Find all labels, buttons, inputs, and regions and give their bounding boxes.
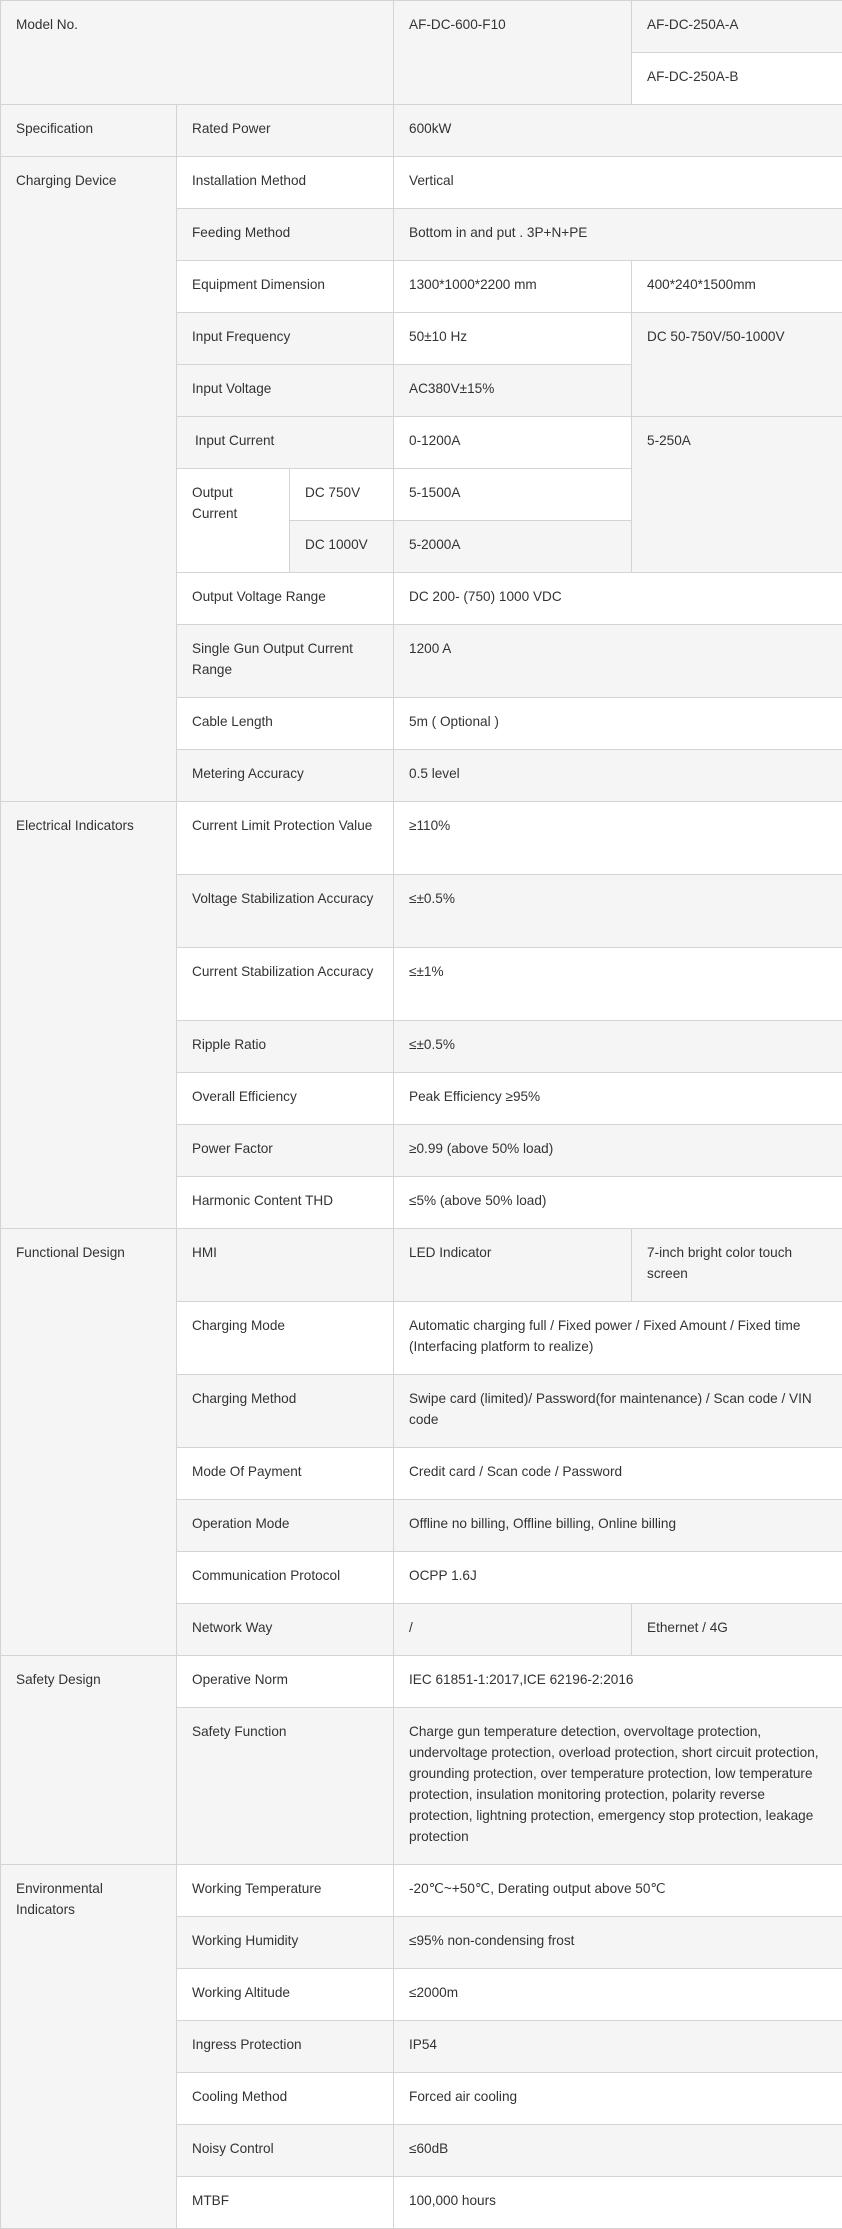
humidity-value: ≤95% non-condensing frost bbox=[394, 1917, 842, 1969]
humidity-label: Working Humidity bbox=[177, 1917, 394, 1969]
cable-value: 5m ( Optional ) bbox=[394, 698, 842, 750]
hmi-value-alt: 7-inch bright color touch screen bbox=[632, 1229, 842, 1302]
safety-function-value: Charge gun temperature detection, overvoltage protection, undervoltage protection, overload protection, short circuit protection, grounding protection, over temperature protection, low temperature protection, insulation monitoring protection, polarity reverse protection, lightning protection, emergency stop protection, leakage protection bbox=[394, 1708, 842, 1865]
ingress-value: IP54 bbox=[394, 2021, 842, 2073]
gun-value: 1200 A bbox=[394, 625, 842, 698]
metering-value: 0.5 level bbox=[394, 750, 842, 802]
dc1000-value: 5-2000A bbox=[394, 521, 632, 573]
operation-label: Operation Mode bbox=[177, 1500, 394, 1552]
limit-value: ≥110% bbox=[394, 802, 842, 875]
spec-label: Specification bbox=[1, 105, 177, 157]
cstab-label: Current Stabilization Accuracy bbox=[177, 948, 394, 1021]
install-value: Vertical bbox=[394, 157, 842, 209]
mtbf-label: MTBF bbox=[177, 2177, 394, 2229]
current-value: 0-1200A bbox=[394, 417, 632, 469]
pf-value: ≥0.99 (above 50% load) bbox=[394, 1125, 842, 1177]
norm-value: IEC 61851-1:2017,ICE 62196-2:2016 bbox=[394, 1656, 842, 1708]
altitude-label: Working Altitude bbox=[177, 1969, 394, 2021]
hmi-row bbox=[1, 1229, 842, 1302]
vstab-value: ≤±0.5% bbox=[394, 875, 842, 948]
install-row bbox=[1, 157, 842, 209]
cooling-value: Forced air cooling bbox=[394, 2073, 842, 2125]
out-voltage-value: DC 200- (750) 1000 VDC bbox=[394, 573, 842, 625]
temperature-value: -20℃~+50℃, Derating output above 50℃ bbox=[394, 1865, 842, 1917]
payment-label: Mode Of Payment bbox=[177, 1448, 394, 1500]
noise-label: Noisy Control bbox=[177, 2125, 394, 2177]
norm-row bbox=[1, 1656, 842, 1708]
norm-label: Operative Norm bbox=[177, 1656, 394, 1708]
cable-label: Cable Length bbox=[177, 698, 394, 750]
thd-value: ≤5% (above 50% load) bbox=[394, 1177, 842, 1229]
dimension-value: 1300*1000*2200 mm bbox=[394, 261, 632, 313]
operation-value: Offline no billing, Offline billing, Online billing bbox=[394, 1500, 842, 1552]
pf-label: Power Factor bbox=[177, 1125, 394, 1177]
frequency-value-alt: DC 50-750V/50-1000V bbox=[632, 313, 842, 417]
voltage-value: AC380V±15% bbox=[394, 365, 632, 417]
payment-value: Credit card / Scan code / Password bbox=[394, 1448, 842, 1500]
model-main: AF-DC-600-F10 bbox=[394, 1, 632, 105]
limit-label: Current Limit Protection Value bbox=[177, 802, 394, 875]
current-value-alt: 5-250A bbox=[632, 417, 842, 573]
hmi-label: HMI bbox=[177, 1229, 394, 1302]
charging-mode-value: Automatic charging full / Fixed power / Fixed Amount / Fixed time (Interfacing platform to realize) bbox=[394, 1302, 842, 1375]
vstab-label: Voltage Stabilization Accuracy bbox=[177, 875, 394, 948]
hmi-value: LED Indicator bbox=[394, 1229, 632, 1302]
temperature-row bbox=[1, 1865, 842, 1917]
network-value-alt: Ethernet / 4G bbox=[632, 1604, 842, 1656]
cstab-value: ≤±1% bbox=[394, 948, 842, 1021]
current-label: Input Current bbox=[177, 417, 394, 469]
model-label: Model No. bbox=[1, 1, 394, 105]
category-safety-design: Safety Design bbox=[1, 1656, 177, 1865]
gun-label: Single Gun Output Current Range bbox=[177, 625, 394, 698]
feeding-value: Bottom in and put . 3P+N+PE bbox=[394, 209, 842, 261]
category-environmental-indicators: Environmental Indicators bbox=[1, 1865, 177, 2229]
category-charging-device: Charging Device bbox=[1, 157, 177, 802]
model-b: AF-DC-250A-B bbox=[632, 53, 842, 105]
specification-row bbox=[1, 105, 842, 157]
cooling-label: Cooling Method bbox=[177, 2073, 394, 2125]
network-label: Network Way bbox=[177, 1604, 394, 1656]
temperature-label: Working Temperature bbox=[177, 1865, 394, 1917]
metering-label: Metering Accuracy bbox=[177, 750, 394, 802]
output-current-label: Output Current bbox=[177, 469, 290, 573]
rated-power-value: 600kW bbox=[394, 105, 842, 157]
charging-method-label: Charging Method bbox=[177, 1375, 394, 1448]
charging-method-value: Swipe card (limited)/ Password(for maintenance) / Scan code / VIN code bbox=[394, 1375, 842, 1448]
dc750-label: DC 750V bbox=[290, 469, 394, 521]
dc750-value: 5-1500A bbox=[394, 469, 632, 521]
ripple-value: ≤±0.5% bbox=[394, 1021, 842, 1073]
network-value: / bbox=[394, 1604, 632, 1656]
model-row bbox=[1, 1, 842, 53]
voltage-label: Input Voltage bbox=[177, 365, 394, 417]
ripple-label: Ripple Ratio bbox=[177, 1021, 394, 1073]
frequency-label: Input Frequency bbox=[177, 313, 394, 365]
efficiency-value: Peak Efficiency ≥95% bbox=[394, 1073, 842, 1125]
charging-mode-label: Charging Mode bbox=[177, 1302, 394, 1375]
mtbf-value: 100,000 hours bbox=[394, 2177, 842, 2229]
noise-value: ≤60dB bbox=[394, 2125, 842, 2177]
category-functional-design: Functional Design bbox=[1, 1229, 177, 1656]
safety-function-label: Safety Function bbox=[177, 1708, 394, 1865]
out-voltage-label: Output Voltage Range bbox=[177, 573, 394, 625]
rated-power-label: Rated Power bbox=[177, 105, 394, 157]
dimension-value-alt: 400*240*1500mm bbox=[632, 261, 842, 313]
frequency-value: 50±10 Hz bbox=[394, 313, 632, 365]
limit-row bbox=[1, 802, 842, 875]
protocol-label: Communication Protocol bbox=[177, 1552, 394, 1604]
thd-label: Harmonic Content THD bbox=[177, 1177, 394, 1229]
efficiency-label: Overall Efficiency bbox=[177, 1073, 394, 1125]
dimension-label: Equipment Dimension bbox=[177, 261, 394, 313]
install-label: Installation Method bbox=[177, 157, 394, 209]
dc1000-label: DC 1000V bbox=[290, 521, 394, 573]
protocol-value: OCPP 1.6J bbox=[394, 1552, 842, 1604]
model-a: AF-DC-250A-A bbox=[632, 1, 842, 53]
ingress-label: Ingress Protection bbox=[177, 2021, 394, 2073]
feeding-label: Feeding Method bbox=[177, 209, 394, 261]
category-electrical-indicators: Electrical Indicators bbox=[1, 802, 177, 1229]
altitude-value: ≤2000m bbox=[394, 1969, 842, 2021]
